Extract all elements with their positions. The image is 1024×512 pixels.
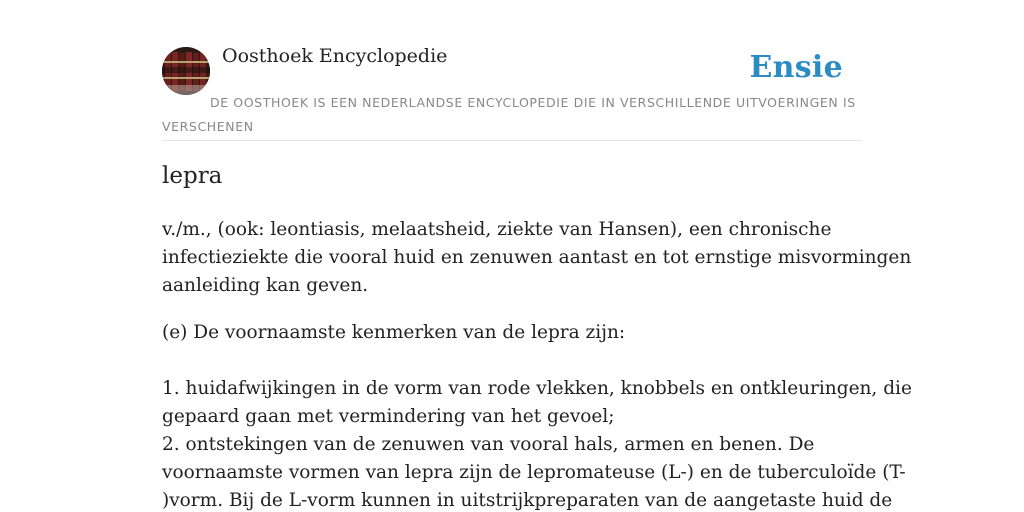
encyclopedia-books-icon[interactable] <box>162 47 210 95</box>
list-line: 2. ontstekingen van de zenuwen van vooral hals, armen en benen. De <box>162 434 815 455</box>
definition-line: infectieziekte die vooral huid en zenuwen aantast en tot ernstige misvormingen <box>162 247 912 268</box>
list-line: voornaamste vormen van lepra zijn de lepromateuse (L-) en de tuberculoïde (T- <box>162 462 906 483</box>
site-header <box>162 0 862 141</box>
entry-definition <box>162 216 912 300</box>
site-tagline: DE OOSTHOEK IS EEN NEDERLANDSE ENCYCLOPEDIE DIE IN VERSCHILLENDE UITVOERINGEN IS VERSCHENEN <box>162 95 856 134</box>
definition-line: aanleiding kan geven. <box>162 275 369 296</box>
list-line: 1. huidafwijkingen in de vorm van rode vlekken, knobbels en ontkleuringen, die <box>162 378 912 399</box>
entry-features-list <box>162 375 912 512</box>
definition-line: v./m., (ook: leontiasis, melaatsheid, ziekte van Hansen), een chronische <box>162 219 832 240</box>
list-line: )vorm. Bij de L-vorm kunnen in uitstrijkpreparaten van de aangetaste huid de <box>162 490 893 511</box>
list-line: gepaard gaan met vermindering van het gevoel; <box>162 406 615 427</box>
entry-title: lepra <box>162 163 223 189</box>
page <box>162 0 912 511</box>
brand-logo-link[interactable]: Ensie <box>749 50 843 85</box>
site-title[interactable]: Oosthoek Encyclopedie <box>222 45 448 67</box>
entry-intro: (e) De voornaamste kenmerken van de lepra zijn: <box>162 322 626 343</box>
